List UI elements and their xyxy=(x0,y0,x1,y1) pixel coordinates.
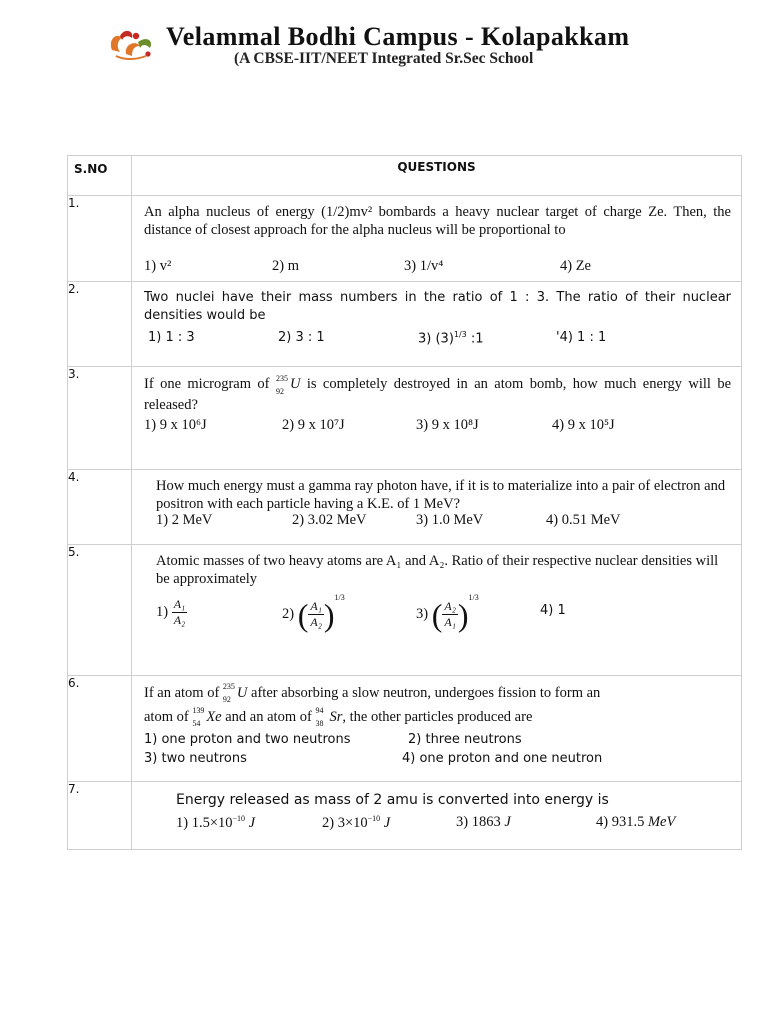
table-row xyxy=(68,367,742,470)
question-number: 3. xyxy=(68,367,132,470)
question-text: Energy released as mass of 2 amu is converted into energy is xyxy=(176,792,609,808)
question-text-part: after absorbing a slow neutron, undergoes fission to form an xyxy=(251,685,601,701)
option-2: 2) 3 : 1 xyxy=(278,330,325,345)
question-text-part: is completely destroyed in an atom bomb, how much energy will be released? xyxy=(144,376,732,413)
isotope-xenon xyxy=(192,705,221,729)
option-4-unit: MeV xyxy=(647,814,676,830)
options-row xyxy=(156,593,731,635)
atomic-number: 38 xyxy=(315,719,324,728)
option-1: 1) 9 x 10⁶J xyxy=(144,417,207,433)
option-1-exponent: −10 xyxy=(232,814,246,823)
fraction-numerator: A₂ xyxy=(444,599,456,614)
option-1: 1) one proton and two neutrons xyxy=(144,732,351,747)
option-2: 2) three neutrons xyxy=(408,732,522,747)
option-1: 1) 1 : 3 xyxy=(148,330,195,345)
question-line-2 xyxy=(144,705,731,729)
question-text-part: If an atom of xyxy=(144,685,220,701)
element-symbol: U xyxy=(289,376,301,392)
option-2 xyxy=(322,814,390,832)
option-2 xyxy=(282,593,345,631)
isotope-uranium xyxy=(223,681,247,705)
option-2-fraction xyxy=(308,599,324,630)
right-paren-icon: ) xyxy=(323,596,335,633)
question-text-part: , the other particles produced are xyxy=(342,709,533,725)
table-row xyxy=(68,545,742,676)
table-row xyxy=(68,282,742,367)
option-3: 3) two neutrons xyxy=(144,751,247,766)
option-2-exponent: 1/3 xyxy=(334,593,345,602)
options-row xyxy=(144,417,731,435)
option-4: 4) 1 xyxy=(540,603,566,618)
document-header xyxy=(0,0,768,90)
option-4: '4) 1 : 1 xyxy=(556,330,607,345)
isotope-strontium xyxy=(315,705,342,729)
element-symbol: Xe xyxy=(206,709,222,725)
questions-header: QUESTIONS xyxy=(132,156,742,196)
options-row xyxy=(144,258,731,276)
option-2-label: 2) xyxy=(282,606,295,622)
question-cell xyxy=(132,782,742,850)
option-2: 2) 3.02 MeV xyxy=(292,512,367,528)
question-text-part: and an atom of xyxy=(225,709,312,725)
school-logo-icon xyxy=(106,26,158,62)
question-cell xyxy=(132,545,742,676)
question-cell xyxy=(132,196,742,282)
question-text-part: If one microgram of xyxy=(144,376,270,392)
fraction-numerator: A₁ xyxy=(310,599,322,614)
options-row xyxy=(144,751,731,769)
option-1 xyxy=(176,814,255,832)
option-1-fraction xyxy=(172,597,188,628)
question-cell xyxy=(132,470,742,545)
school-name: Velammal Bodhi Campus - Kolapakkam xyxy=(166,22,630,51)
option-1-label: 1) xyxy=(156,603,169,620)
isotope-uranium xyxy=(276,374,300,395)
sno-header: S.NO xyxy=(68,156,132,196)
question-text: How much energy must a gamma ray photon have, if it is to materialize into a pair of electron and positron with each particle having a K.E. of 1 MeV? xyxy=(156,478,726,512)
question-text: Atomic masses of two heavy atoms are A₁ and A₂. Ratio of their respective nuclear densities will be approximately xyxy=(156,553,719,587)
question-text-part: atom of xyxy=(144,709,189,725)
option-1 xyxy=(156,597,187,628)
mass-number: 139 xyxy=(192,706,205,715)
atomic-number: 92 xyxy=(222,695,231,704)
question-cell xyxy=(132,367,742,470)
element-symbol: U xyxy=(236,685,248,701)
option-3-base: 3) (3) xyxy=(418,331,454,347)
table-row xyxy=(68,676,742,782)
option-4 xyxy=(596,814,675,831)
option-3: 3) 9 x 10⁸J xyxy=(416,417,479,433)
element-symbol: Sr xyxy=(329,709,343,725)
option-1-unit: J xyxy=(245,814,256,831)
question-number: 1. xyxy=(68,196,132,282)
question-number: 2. xyxy=(68,282,132,367)
option-2: 2) m xyxy=(272,258,299,274)
options-row xyxy=(156,512,731,530)
options-row xyxy=(144,330,731,348)
fraction-denominator: A₂ xyxy=(310,615,322,630)
option-2-base: 2) 3×10 xyxy=(322,814,368,831)
table-row xyxy=(68,782,742,850)
questions-table xyxy=(67,155,742,850)
table-row xyxy=(68,470,742,545)
option-4: 4) 9 x 10⁵J xyxy=(552,417,615,433)
option-3-fraction xyxy=(442,599,458,630)
option-3 xyxy=(416,593,479,631)
options-row xyxy=(176,814,731,832)
option-1: 1) v² xyxy=(144,258,172,274)
option-3-exponent: 1/3 xyxy=(468,593,479,602)
mass-number: 235 xyxy=(275,374,288,383)
question-text: An alpha nucleus of energy (1/2)mv² bombards a heavy nuclear target of charge Ze. Then, the distance of closest approach for the alpha nucleus will be proportional to xyxy=(144,204,731,238)
table-row xyxy=(68,196,742,282)
option-3-base: 3) 1863 xyxy=(456,814,505,830)
fraction-numerator: A₁ xyxy=(173,597,186,611)
fraction-denominator: A₂ xyxy=(173,613,186,627)
option-1-base: 1) 1.5×10 xyxy=(176,814,233,831)
option-4: 4) Ze xyxy=(560,258,591,274)
question-number: 7. xyxy=(68,782,132,850)
left-paren-icon: ( xyxy=(431,596,443,633)
option-3 xyxy=(418,330,484,346)
option-3-label: 3) xyxy=(416,606,429,622)
table-header-row xyxy=(68,156,742,196)
options-row xyxy=(144,732,731,750)
mass-number: 94 xyxy=(315,706,324,715)
fraction-denominator: A₁ xyxy=(444,615,456,630)
atomic-number: 92 xyxy=(275,387,284,396)
option-3 xyxy=(456,814,511,831)
option-3-exponent: 1/3 xyxy=(453,330,467,339)
left-paren-icon: ( xyxy=(297,596,309,633)
atomic-number: 54 xyxy=(192,719,201,728)
option-4: 4) 0.51 MeV xyxy=(546,512,621,528)
question-text: Two nuclei have their mass numbers in the ratio of 1 : 3. The ratio of their nuclear densities would be xyxy=(144,290,731,323)
question-text xyxy=(144,374,731,416)
school-subtitle: (A CBSE-IIT/NEET Integrated Sr.Sec School xyxy=(234,50,534,67)
option-2-unit: J xyxy=(380,814,391,831)
question-number: 6. xyxy=(68,676,132,782)
option-4-base: 4) 931.5 xyxy=(596,814,648,830)
question-cell xyxy=(132,282,742,367)
option-3-unit: J xyxy=(504,814,511,830)
right-paren-icon: ) xyxy=(457,596,469,633)
option-3-ratio: :1 xyxy=(466,331,484,347)
mass-number: 235 xyxy=(222,682,235,691)
option-2-exponent: −10 xyxy=(367,814,381,823)
option-3: 3) 1/v⁴ xyxy=(404,258,444,274)
option-4: 4) one proton and one neutron xyxy=(402,751,603,766)
question-text xyxy=(144,681,731,729)
question-number: 5. xyxy=(68,545,132,676)
question-number: 4. xyxy=(68,470,132,545)
option-3: 3) 1.0 MeV xyxy=(416,512,484,528)
question-cell xyxy=(132,676,742,782)
option-1: 1) 2 MeV xyxy=(156,512,213,528)
option-2: 2) 9 x 10⁷J xyxy=(282,417,345,433)
question-line-1 xyxy=(144,681,731,705)
